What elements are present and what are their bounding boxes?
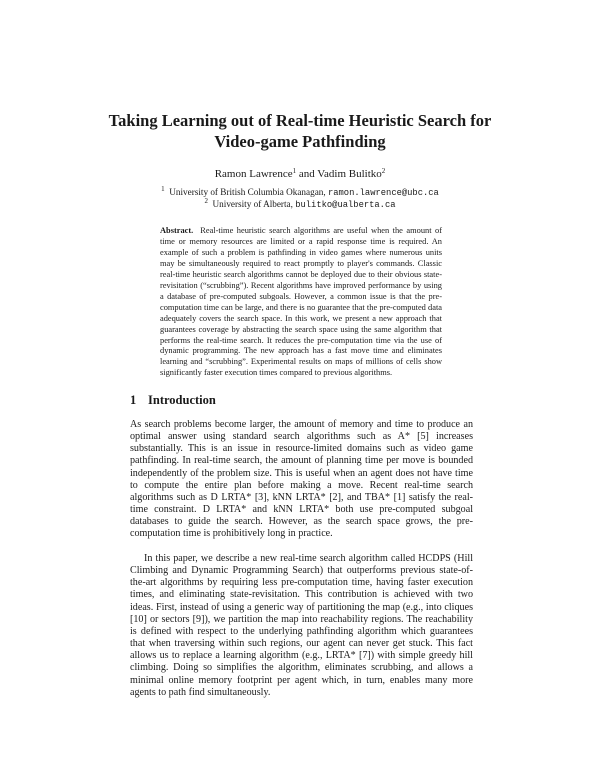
affiliation-email: ramon.lawrence@ubc.ca: [327, 188, 439, 198]
author-list: [100, 167, 500, 180]
body-paragraph-1: As search problems become larger, the amount of memory and time to produce an optimal answer using standard search algorithms such as A* [5] increases substantially. This is an issue in resource-limited domains such as video game pathfinding. In real-time search, the amount of planning time per move is bounded independently of the problem size. This is useful when an agent does not have time to compute the entire plan before making a move. Recent real-time search algorithms such as D LRTA* [3], kNN LRTA* [2], and TBA* [1] satisfy the real-time constraint. D LRTA* and kNN LRTA* both use pre-computed subgoal databases to guide the search. However, as the search space grows, the pre-computation time is prohibitively long in practice.: [130, 419, 473, 540]
author-2: Vadim Bulitko: [317, 168, 382, 180]
affiliation-mark: 2: [204, 197, 208, 205]
section-number: 1: [130, 393, 137, 407]
author-1: Ramon Lawrence: [214, 168, 293, 180]
affiliation-email: bulitko@ualberta.ca: [295, 200, 396, 210]
author-1-mark: 1: [292, 167, 297, 175]
body-paragraph-2: In this paper, we describe a new real-time search algorithm called HCDPS (Hill Climbing and Dynamic Programming Search) that outperforms previous state-of-the-art algorithms by requiring less pre-computation time, having faster execution times, and eliminating state-revisitation. This contribution is achieved with two ideas. First, instead of using a generic way of partitioning the map (e.g., into cliques [10] or sectors [9]), we partition the map into reachability regions. The reachability is defined with respect to the underlying pathfinding algorithm which guarantees that when traversing within such regions, our agent can never get stuck. This fact allows us to replace a learning algorithm (e.g., LRTA* [7]) with simple greedy hill climbing. Doing so simplifies the algorithm, eliminates scrubbing, and allows a minimal online memory footprint per agent which, in turn, enables many more agents to path find simultaneously.: [130, 553, 473, 698]
affiliation-mark: 1: [161, 185, 165, 193]
affiliation-text: University of British Columbia Okanagan,: [169, 187, 326, 197]
author-2-mark: 2: [381, 167, 386, 175]
paper-title: [100, 110, 500, 152]
section-heading: [130, 393, 216, 408]
author-conjunction: and: [298, 168, 315, 180]
section-title: Introduction: [148, 393, 216, 407]
affiliation-2: [100, 197, 500, 210]
title-line-2: Video-game Pathfinding: [214, 132, 386, 151]
abstract: [160, 226, 442, 379]
abstract-label: Abstract.: [160, 226, 194, 235]
affiliation-text: University of Alberta,: [212, 199, 293, 209]
title-line-1: Taking Learning out of Real-time Heuristic Search for: [108, 111, 492, 130]
abstract-text: Real-time heuristic search algorithms are useful when the amount of time or memory resources are limited or a rapid response time is required. An example of such a problem is pathfinding in video games where numerous units may be simultaneously required to react promptly to player's commands. Classic real-time heuristic search algorithms cannot be deployed due to their obvious state-revisitation (“scrubbing”). Recent algorithms have improved performance by using a database of pre-computed subgoals. However, a common issue is that the pre-computation time can be large, and there is no guarantee that the pre-computed data adequately covers the search space. In this work, we present a new approach that guarantees coverage by abstracting the search space using the same algorithm that performs the real-time search. It reduces the pre-computation time via the use of dynamic programming. The new approach has a fast move time and eliminates learning and “scrubbing”. Experimental results on maps of millions of cells show significantly faster execution times compared to previous algorithms.: [160, 226, 442, 378]
